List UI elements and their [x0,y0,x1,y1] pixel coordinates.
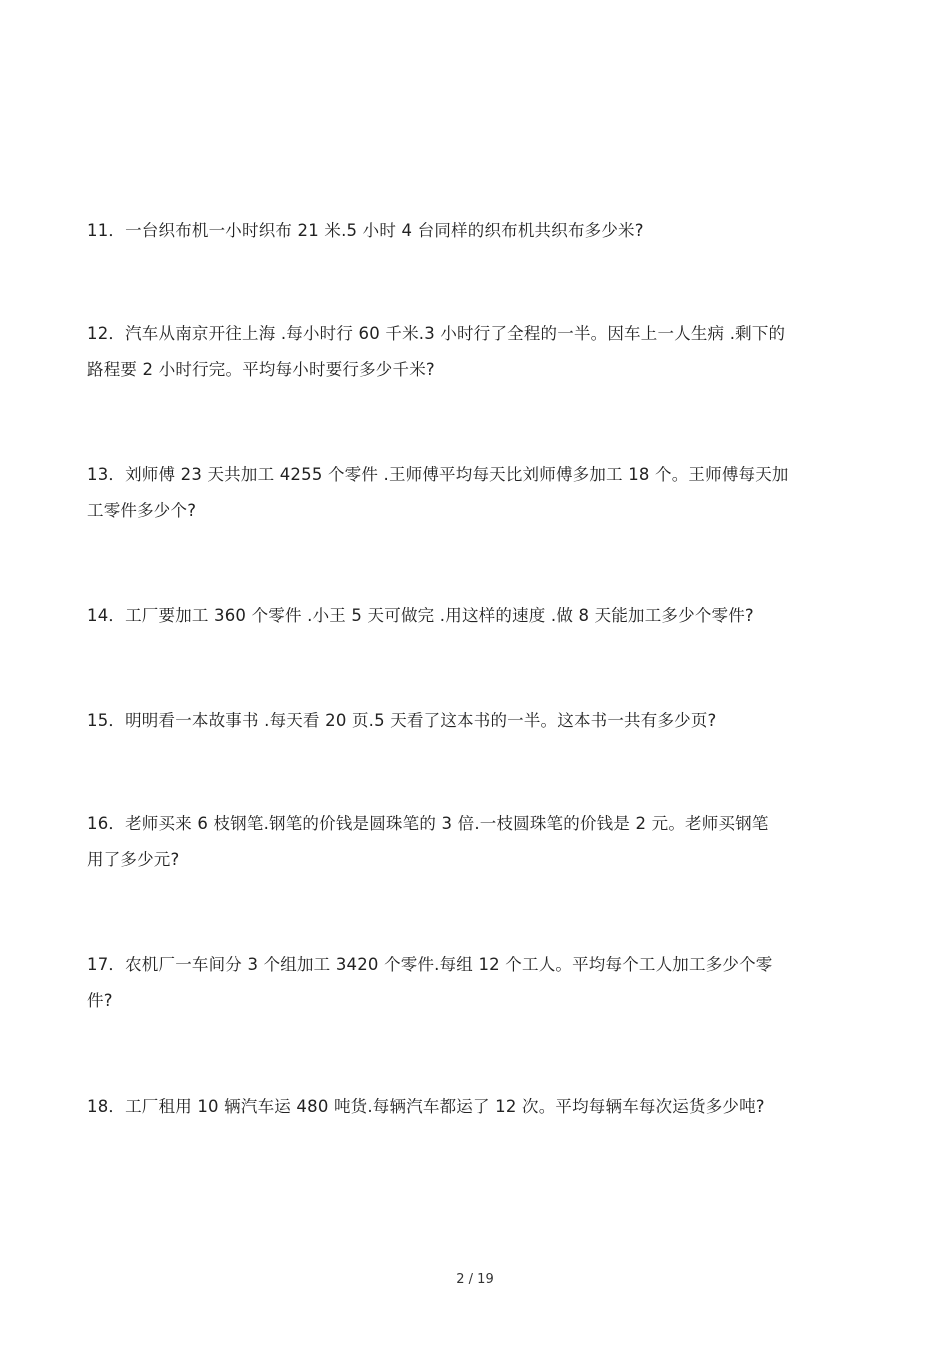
problem-12-line-1: 12．汽车从南京开往上海 .每小时行 60 千米.3 小时行了全程的一半。因车上一人生病 .剩下的 [87,324,786,343]
problem-13-line-1: 13．刘师傅 23 天共加工 4255 个零件 .王师傅平均每天比刘师傅多加工 18 个。王师傅每天加 [87,465,789,484]
page-number: 2 / 19 [456,1272,494,1287]
problem-13 [87,457,862,529]
problem-12-line-2: 路程要 2 小时行完。平均每小时要行多少千米? [87,360,435,379]
problem-14-line-1: 14．工厂要加工 360 个零件 .小王 5 天可做完 .用这样的速度 .做 8 天能加工多少个零件? [87,606,754,625]
problem-11 [87,213,862,249]
problem-11-line-1: 11．一台织布机一小时织布 21 米.5 小时 4 台同样的织布机共织布多少米? [87,221,644,240]
problem-16 [87,806,862,878]
problem-17-line-2: 件? [87,991,113,1010]
problem-14 [87,598,862,634]
problem-17-line-1: 17．农机厂一车间分 3 个组加工 3420 个零件.每组 12 个工人。平均每个工人加工多少个零 [87,955,773,974]
problem-16-line-1: 16．老师买来 6 枝钢笔.钢笔的价钱是圆珠笔的 3 倍.一枝圆珠笔的价钱是 2 元。老师买钢笔 [87,814,769,833]
problem-15 [87,703,862,739]
problem-18-line-1: 18．工厂租用 10 辆汽车运 480 吨货.每辆汽车都运了 12 次。平均每辆车每次运货多少吨? [87,1097,765,1116]
problem-13-line-2: 工零件多少个? [87,501,197,520]
problem-12 [87,316,862,388]
problem-16-line-2: 用了多少元? [87,850,180,869]
problem-18 [87,1089,862,1125]
problem-15-line-1: 15．明明看一本故事书 .每天看 20 页.5 天看了这本书的一半。这本书一共有多少页? [87,711,717,730]
problem-17 [87,947,862,1019]
